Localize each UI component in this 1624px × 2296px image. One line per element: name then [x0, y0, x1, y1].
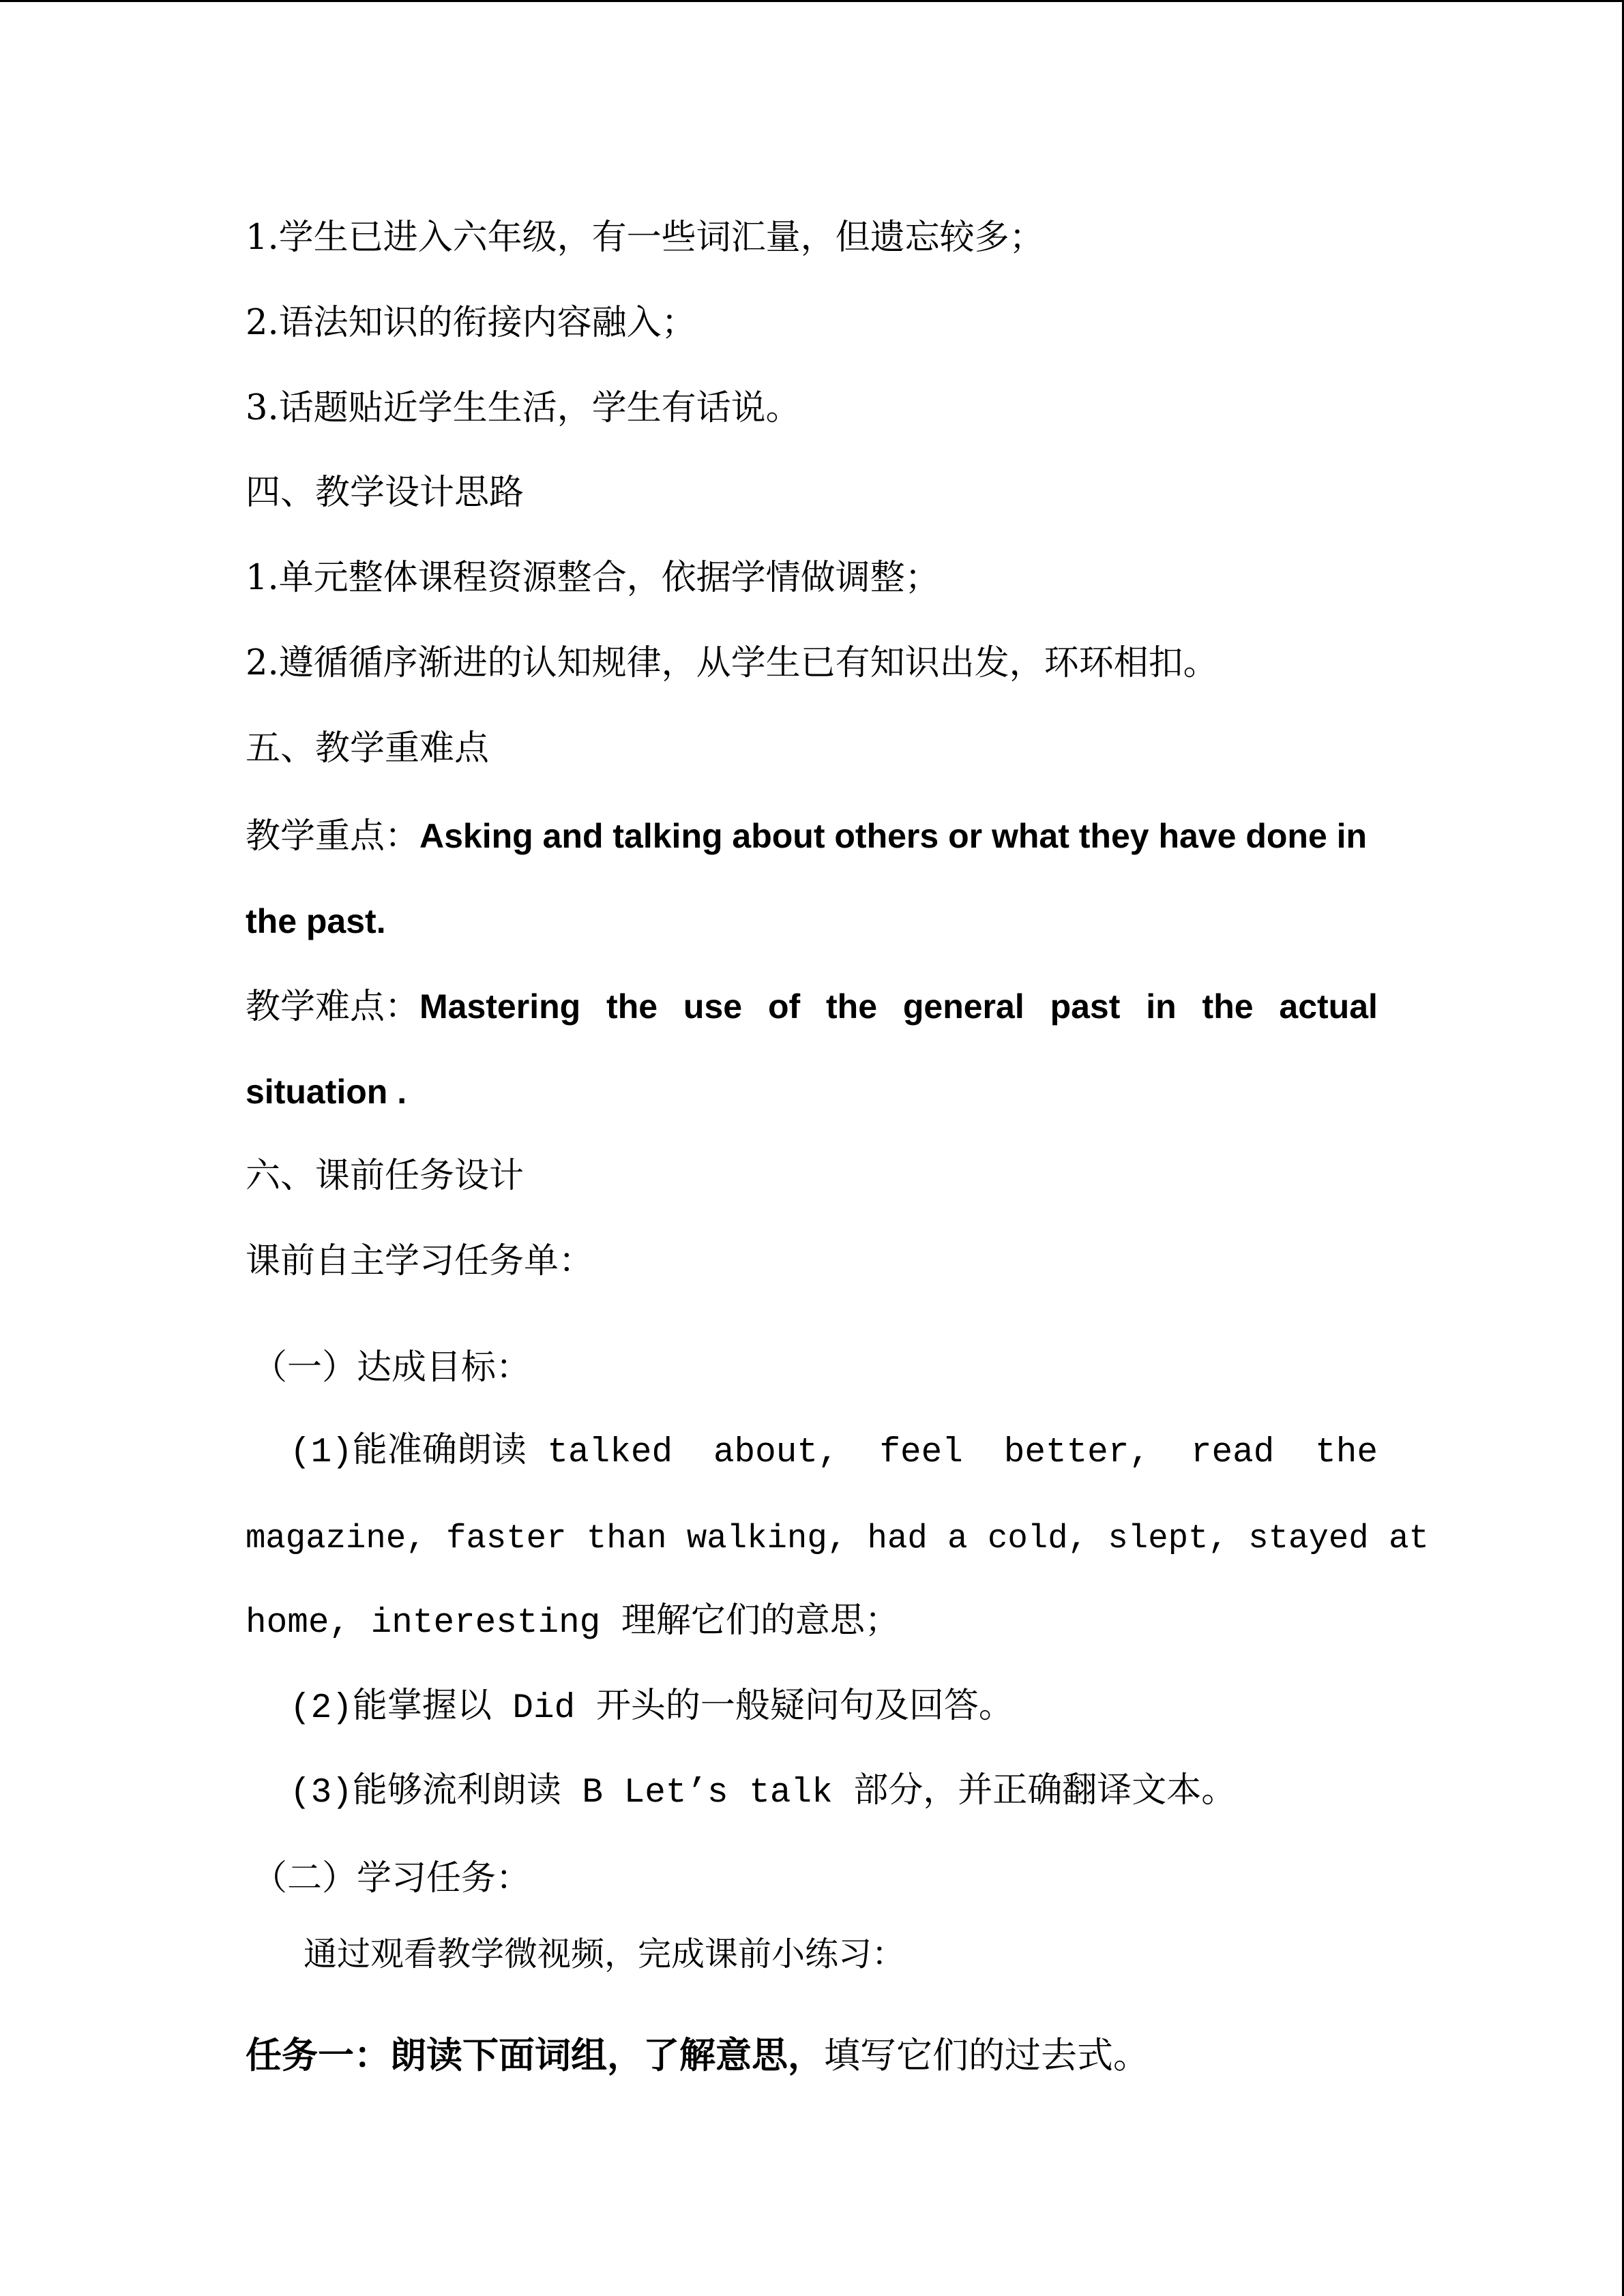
difficulty-first-word: 教学难点：Mastering	[246, 987, 581, 1027]
section-heading-pre-class: 六、课前任务设计	[246, 1156, 525, 1196]
goal-1-word: (1)能准确朗读 talked	[290, 1433, 673, 1472]
goal-1-word: the	[1315, 1433, 1378, 1472]
difficulty-word: the	[1202, 987, 1254, 1026]
difficulty-word: actual	[1279, 987, 1378, 1026]
key-point-line	[246, 815, 1378, 858]
goal-3: (3)能够流利朗读 B Let’s talk 部分，并正确翻译文本。	[290, 1774, 1237, 1813]
task-sheet-title: 课前自主学习任务单：	[246, 1241, 594, 1281]
goal-heading: （一）达成目标：	[252, 1347, 531, 1388]
key-point-text-cont: the past.	[246, 902, 386, 940]
goal-1-word: about,	[713, 1433, 839, 1472]
task-one-rest: 填写它们的过去式。	[824, 2035, 1149, 2076]
goal-2: (2)能掌握以 Did 开头的一般疑问句及回答。	[290, 1689, 1014, 1728]
section-heading-design: 四、教学设计思路	[246, 473, 525, 513]
key-point-text: Asking and talking about others or what they have done in	[419, 817, 1368, 855]
section-heading-key-points: 五、教学重难点	[246, 728, 490, 769]
difficulty-text-cont: situation .	[246, 1073, 407, 1111]
key-point-label: 教学重点：	[246, 816, 420, 856]
analysis-item-3: 3.话题贴近学生生活，学生有话说。	[246, 388, 801, 428]
difficulty-word: use	[683, 987, 743, 1026]
difficulty-word: of	[767, 987, 801, 1026]
difficulty-word: in	[1146, 987, 1177, 1026]
goal-1-word: read	[1190, 1433, 1275, 1472]
goal-1-word: feel	[879, 1433, 963, 1472]
analysis-item-2: 2.语法知识的衔接内容融入；	[246, 303, 696, 343]
goal-1-line-2: magazine, faster than walking, had a cold, slept, stayed at	[246, 1519, 1429, 1557]
difficulty-line	[246, 985, 1378, 1028]
difficulty-word: general	[902, 987, 1024, 1026]
design-item-2: 2.遵循循序渐进的认知规律，从学生已有知识出发，环环相扣。	[246, 643, 1218, 683]
difficulty-label: 教学难点：	[246, 987, 420, 1027]
top-border-rule	[0, 0, 1624, 2]
difficulty-word: the	[606, 987, 658, 1026]
task-one-bold: 任务一：朗读下面词组，了解意思，	[246, 2034, 824, 2076]
difficulty-word: the	[826, 987, 877, 1026]
difficulty-word: past	[1050, 987, 1121, 1026]
design-item-1: 1.单元整体课程资源整合，依据学情做调整；	[246, 558, 940, 598]
goal-1-word: better,	[1003, 1433, 1150, 1472]
learning-task-intro: 通过观看教学微视频，完成课前小练习：	[304, 1935, 906, 1973]
learning-task-heading: （二）学习任务：	[252, 1858, 531, 1898]
analysis-item-1: 1.学生已进入六年级，有一些词汇量，但遗忘较多；	[246, 218, 1044, 258]
task-one-line	[246, 2034, 1378, 2077]
goal-1-line-1	[290, 1432, 1378, 1474]
goal-1-line-3: home, interesting 理解它们的意思；	[246, 1604, 900, 1643]
